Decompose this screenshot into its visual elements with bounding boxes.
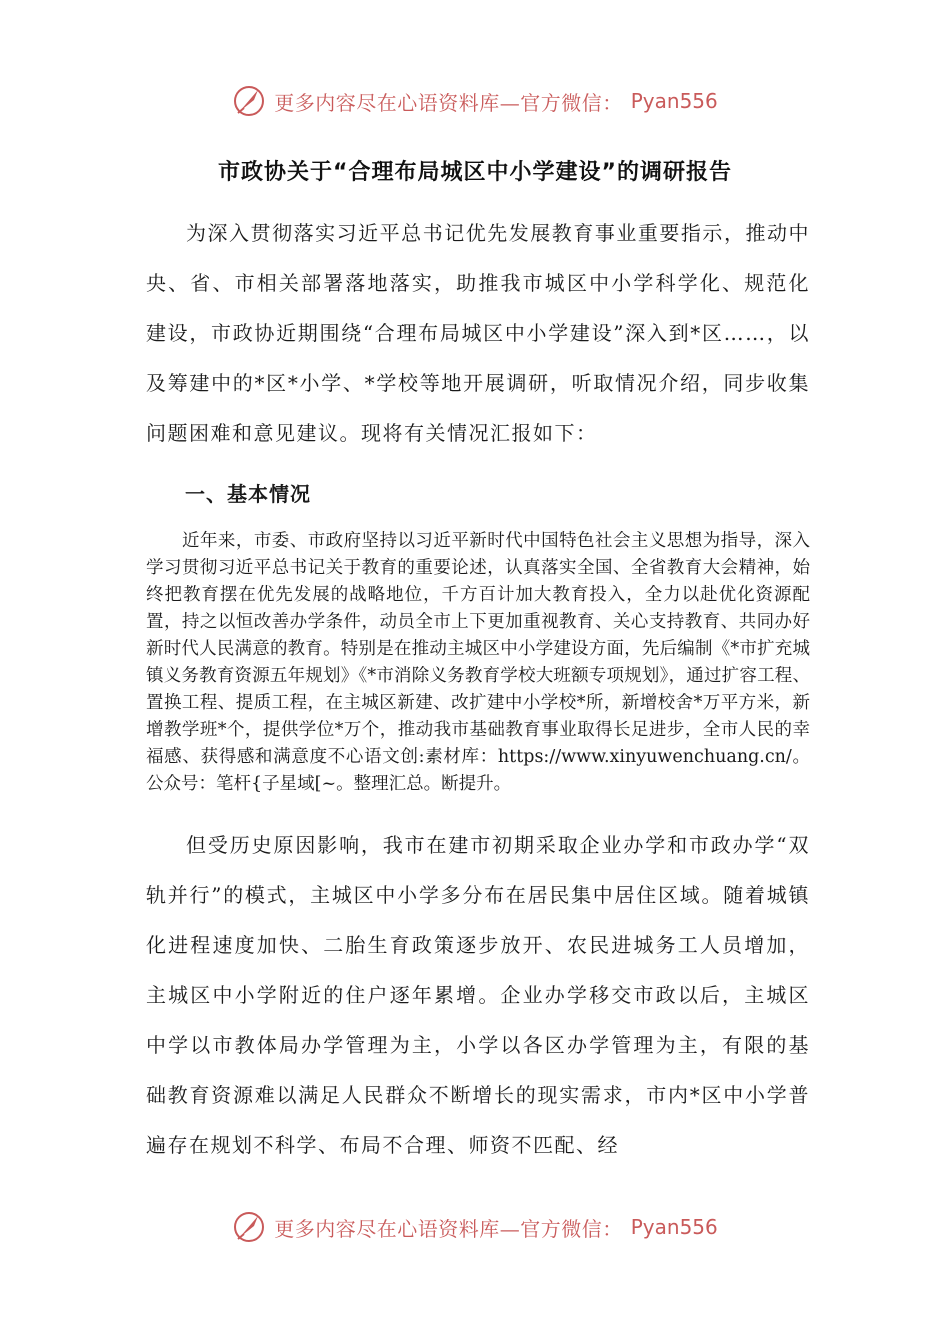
intro-paragraph: 为深入贯彻落实习近平总书记优先发展教育事业重要指示，推动中央、省、市相关部署落地落实，助推我市城区中小学科学化、规范化建设，市政协近期围绕“合理布局城区中小学建设”深入到*区……，以及筹建中的*区*小学、*学校等地开展调研，听取情况介绍，同步收集问题困难和意见建议。现将有关情况汇报如下： [146,221,810,445]
section1-paragraph-1: 近年来，市委、市政府坚持以习近平新时代中国特色社会主义思想为指导，深入学习贯彻习近平总书记关于教育的重要论述，认真落实全国、全省教育大会精神，始终把教育摆在优先发展的战略地位，千方百计加大教育投入，全力以赴优化资源配置，持之以恒改善办学条件，动员全市上下更加重视教育、关心支持教育、共同办好新时代人民满意的教育。特别是在推动主城区中小学建设方面，先后编制《*市扩充城镇义务教育资源五年规划》《*市消除义务教育学校大班额专项规划》，通过扩容工程、置换工程、提质工程，在主城区新建、改扩建中小学校*所，新增校舍*万平方米，新增教学班*个，提供学位*万个，推动我市基础教育事业取得长足进步，全市人民的幸福感、获得感和满意度不心语文创:素材库：https://www.xinyuwenchuang.cn/。公众号：笔杆{子星域[~。整理汇总。断提升。 [146,531,810,794]
watermark-header [0,84,950,118]
watermark-wechat-id: Pyan556 [630,89,718,113]
watermark-footer [0,1210,950,1244]
document-title: 市政协关于“合理布局城区中小学建设”的调研报告 [218,160,732,185]
quill-logo-icon [232,84,266,118]
section1-paragraph-2: 但受历史原因影响，我市在建市初期采取企业办学和市政办学“双轨并行”的模式，主城区中小学多分布在居民集中居住区域。随着城镇化进程速度加快、二胎生育政策逐步放开、农民进城务工人员增加，主城区中小学附近的住户逐年累增。企业办学移交市政以后，主城区中学以市教体局办学管理为主，小学以各区办学管理为主，有限的基础教育资源难以满足人民群众不断增长的现实需求，市内*区中小学普遍存在规划不科学、布局不合理、师资不匹配、经 [146,833,810,1157]
section-heading-basic-situation: 一、基本情况 [185,482,311,506]
watermark-wechat-id: Pyan556 [630,1215,718,1239]
quill-logo-icon [232,1210,266,1244]
watermark-text: 更多内容尽在心语资料库—官方微信： [274,90,623,115]
watermark-text: 更多内容尽在心语资料库—官方微信： [274,1216,623,1241]
